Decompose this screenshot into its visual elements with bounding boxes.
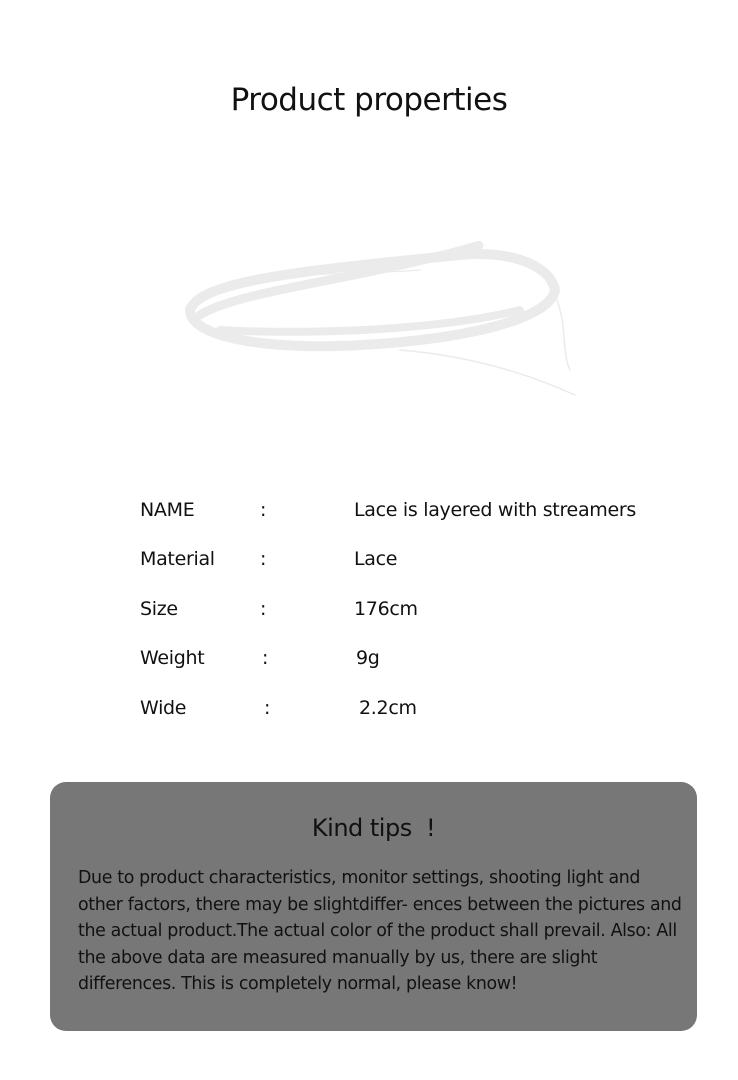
property-value: 176cm [354, 598, 418, 620]
kind-tips-title: Kind tips ! [311, 814, 436, 842]
property-separator: : [262, 647, 269, 669]
property-separator: : [260, 598, 267, 620]
property-label: Size [140, 598, 178, 620]
property-label: Weight [140, 647, 205, 669]
property-label: Material [140, 548, 215, 570]
product-image-lace-streamer [160, 170, 600, 410]
property-label: Wide [140, 697, 187, 719]
property-separator: : [264, 697, 271, 719]
property-value: Lace [354, 548, 398, 570]
property-separator: : [260, 499, 267, 521]
property-separator: : [260, 548, 267, 570]
page-title: Product properties [230, 82, 508, 118]
kind-tips-body: Due to product characteristics, monitor settings, shooting light and other factors, there may be slightdiffer- ences between the pictures and the actual product.The actual color of the product shall prevail. Also: All the above data are measured manually by us, there are slight differences. This is completely normal, please know! [78, 868, 682, 994]
property-value: 2.2cm [359, 697, 417, 719]
property-value: 9g [356, 647, 380, 669]
property-value: Lace is layered with streamers [354, 499, 636, 521]
kind-tips-panel [50, 782, 697, 1031]
property-label: NAME [140, 499, 195, 521]
